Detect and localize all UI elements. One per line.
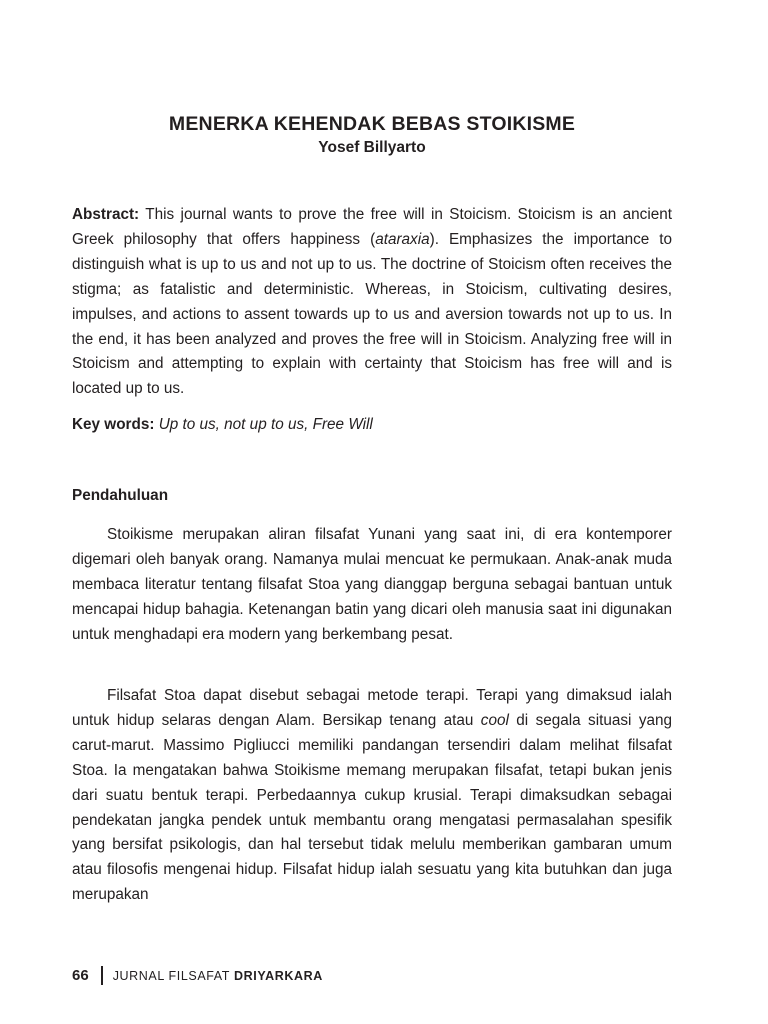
body-paragraph-1: Stoikisme merupakan aliran filsafat Yunani yang saat ini, di era kontemporer digemari oleh banyak orang. Namanya mulai mencuat ke permukaan. Anak-anak muda membaca literatur tentang filsafat Stoa yang dianggap berguna sebagai bantuan untuk mencapai hidup bahagia. Ketenangan batin yang dicari oleh manusia saat ini digunakan untuk menghadapi era modern yang berkembang pesat. (72, 526, 672, 643)
paragraph2-italic-term: cool (480, 711, 509, 729)
keywords-line (72, 413, 672, 438)
abstract-paragraph (72, 203, 672, 402)
abstract-label: Abstract: (72, 206, 140, 223)
keywords-value: Up to us, not up to us, Free Will (158, 416, 373, 433)
abstract-italic-term: ataraxia (375, 230, 430, 248)
footer-divider (101, 966, 103, 985)
body-paragraph-2 (72, 684, 672, 908)
paragraph2-text-part2: di segala situasi yang carut-marut. Massimo Pigliucci memiliki pandangan tersendiri dalam melihat filsafat Stoa. Ia mengatakan bahwa Stoikisme memang merupakan filsafat, tetapi bukan jenis dari suatu bentuk terapi. Perbedaannya cukup krusial. Terapi dimaksudkan sebagai pendekatan jangka pendek untuk membantu orang mengatasi permasalahan spesifik yang bersifat psikologis, dan hal tersebut tidak melulu memberikan gambaran umum atau filosofis mengenai hidup. Filsafat hidup ialah sesuatu yang kita butuhkan dan juga merupakan (72, 711, 672, 904)
abstract-text-part2: ). Emphasizes the importance to distinguish what is up to us and not up to us. The doctrine of Stoicism often receives the stigma; as fatalistic and deterministic. Whereas, in Stoicism, cultivating desires, impulses, and actions to assent towards up to us and aversion towards not up to us. In the end, it has been analyzed and proves the free will in Stoicism. Analyzing free will in Stoicism and attempting to explain with certainty that Stoicism has free will and is located up to us. (72, 230, 673, 398)
page-number: 66 (72, 967, 89, 984)
page-footer (72, 966, 323, 985)
keywords-label: Key words: (72, 416, 155, 433)
section-heading: Pendahuluan (72, 487, 169, 504)
article-title: MENERKA KEHENDAK BEBAS STOIKISME (168, 113, 576, 136)
article-author: Yosef Billyarto (318, 139, 426, 156)
journal-name-bold: DRIYARKARA (234, 968, 323, 983)
paragraph2-text-part1: Filsafat Stoa dapat disebut sebagai metode terapi. Terapi yang dimaksud ialah untuk hidup selaras dengan Alam. Bersikap tenang atau (72, 687, 672, 729)
abstract-text-part1: This journal wants to prove the free will in Stoicism. Stoicism is an ancient Greek philosophy that offers happiness ( (72, 206, 672, 248)
journal-name: JURNAL FILSAFAT (112, 968, 231, 983)
